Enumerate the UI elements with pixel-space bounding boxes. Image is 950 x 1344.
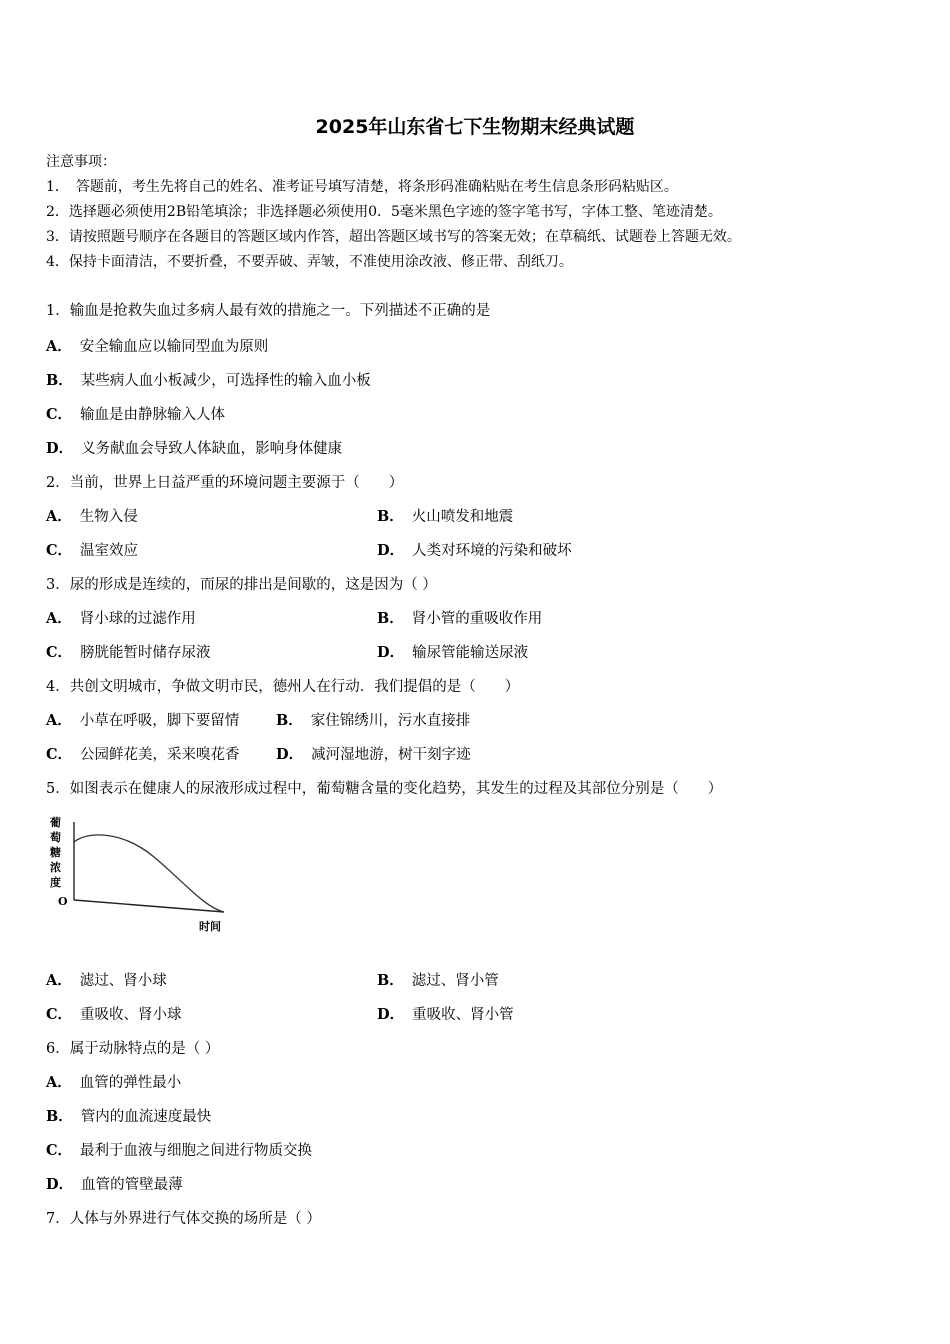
option-b[interactable] bbox=[377, 609, 542, 629]
option-c[interactable] bbox=[46, 1005, 182, 1025]
option-label: B． bbox=[377, 610, 404, 627]
option-label: C． bbox=[46, 644, 73, 661]
option-label: B． bbox=[377, 972, 404, 989]
option-label: A． bbox=[46, 610, 72, 627]
option-text: 滤过、肾小球 bbox=[79, 973, 167, 989]
y-axis-label-char: 糖 bbox=[50, 846, 61, 859]
option-text: 重吸收、肾小管 bbox=[412, 1007, 514, 1023]
option-a[interactable] bbox=[46, 971, 167, 991]
notice-item: 2．选择题必须使用2B铅笔填涂；非选择题必须使用0．5毫米黑色字迹的签字笔书写，字体工整、笔迹清楚。 bbox=[46, 204, 722, 220]
option-label: A． bbox=[46, 712, 72, 729]
option-text: 火山喷发和地震 bbox=[411, 509, 514, 525]
option-text: 血管的弹性最小 bbox=[79, 1075, 182, 1091]
notice-item: 4．保持卡面清洁，不要折叠，不要弄破、弄皱，不准使用涂改液、修正带、刮纸刀。 bbox=[46, 254, 573, 270]
option-c[interactable] bbox=[46, 745, 240, 765]
option-text: 输尿管能输送尿液 bbox=[412, 645, 529, 661]
x-axis-label: 时间 bbox=[199, 920, 221, 933]
question-stem: 6．属于动脉特点的是（ ） bbox=[46, 1041, 220, 1057]
option-label: A． bbox=[46, 338, 72, 355]
option-b[interactable] bbox=[46, 371, 371, 391]
option-b[interactable] bbox=[377, 507, 513, 527]
option-label: C． bbox=[46, 542, 73, 559]
glucose-curve bbox=[74, 835, 224, 912]
option-d[interactable] bbox=[377, 1005, 514, 1025]
option-text: 膀胱能暂时储存尿液 bbox=[80, 645, 211, 661]
option-c[interactable] bbox=[46, 643, 211, 663]
question-stem: 1．输血是抢救失血过多病人最有效的措施之一。下列描述不正确的是 bbox=[46, 303, 491, 319]
option-label: B． bbox=[46, 372, 73, 389]
option-b[interactable] bbox=[377, 971, 499, 991]
option-a[interactable] bbox=[46, 337, 268, 357]
option-label: C． bbox=[46, 1006, 73, 1023]
option-a[interactable] bbox=[46, 507, 138, 527]
origin-label: O bbox=[58, 895, 68, 908]
option-label: C． bbox=[46, 1142, 73, 1159]
option-c[interactable] bbox=[46, 1141, 312, 1161]
glucose-concentration-figure bbox=[44, 812, 244, 938]
option-text: 肾小球的过滤作用 bbox=[79, 611, 196, 627]
question-stem: 2．当前，世界上日益严重的环境问题主要源于（ ） bbox=[46, 475, 404, 491]
option-c[interactable] bbox=[46, 541, 138, 561]
option-label: C． bbox=[46, 406, 73, 423]
y-axis-label-char: 萄 bbox=[50, 831, 61, 844]
option-label: A． bbox=[46, 508, 72, 525]
option-label: D． bbox=[46, 440, 74, 457]
option-label: A． bbox=[46, 1074, 72, 1091]
option-d[interactable] bbox=[377, 541, 572, 561]
option-b[interactable] bbox=[46, 1107, 211, 1127]
option-d[interactable] bbox=[377, 643, 528, 663]
glucose-curve-diagram bbox=[44, 812, 244, 938]
y-axis-label-char: 度 bbox=[50, 876, 61, 889]
option-text: 家住锦绣川，污水直接排 bbox=[310, 713, 471, 729]
option-text: 输血是由静脉输入人体 bbox=[80, 407, 226, 423]
option-label: B． bbox=[276, 712, 303, 729]
option-label: D． bbox=[46, 1176, 74, 1193]
option-a[interactable] bbox=[46, 1073, 181, 1093]
option-label: A． bbox=[46, 972, 72, 989]
option-label: B． bbox=[377, 508, 404, 525]
option-text: 滤过、肾小管 bbox=[411, 973, 499, 989]
option-text: 生物入侵 bbox=[79, 509, 138, 525]
option-d[interactable] bbox=[46, 1175, 183, 1195]
option-text: 安全输血应以输同型血为原则 bbox=[79, 339, 269, 355]
option-text: 最利于血液与细胞之间进行物质交换 bbox=[80, 1143, 313, 1159]
page-title: 2025年山东省七下生物期末经典试题 bbox=[315, 116, 635, 138]
x-axis-line bbox=[74, 900, 224, 912]
option-text: 义务献血会导致人体缺血，影响身体健康 bbox=[81, 441, 343, 457]
option-label: D． bbox=[276, 746, 304, 763]
option-label: D． bbox=[377, 542, 405, 559]
option-text: 管内的血流速度最快 bbox=[80, 1109, 212, 1125]
notice-item: 3．请按照题号顺序在各题目的答题区域内作答，超出答题区域书写的答案无效；在草稿纸、试题卷上答题无效。 bbox=[46, 229, 741, 245]
option-a[interactable] bbox=[46, 609, 196, 629]
option-d[interactable] bbox=[46, 439, 342, 459]
question-stem: 5．如图表示在健康人的尿液形成过程中，葡萄糖含量的变化趋势，其发生的过程及其部位分别是（ ） bbox=[46, 781, 723, 797]
question-stem: 7．人体与外界进行气体交换的场所是（ ） bbox=[46, 1211, 321, 1227]
option-text: 温室效应 bbox=[80, 543, 139, 559]
notice-heading: 注意事项： bbox=[46, 154, 116, 170]
option-label: B． bbox=[46, 1108, 73, 1125]
option-text: 小草在呼吸，脚下要留情 bbox=[79, 713, 240, 729]
option-text: 减河湿地游，树干刻字迹 bbox=[311, 747, 471, 763]
option-text: 某些病人血小板减少，可选择性的输入血小板 bbox=[80, 373, 371, 389]
option-text: 血管的管壁最薄 bbox=[81, 1177, 183, 1193]
option-text: 人类对环境的污染和破坏 bbox=[412, 543, 572, 559]
option-label: C． bbox=[46, 746, 73, 763]
option-text: 公园鲜花美，采来嗅花香 bbox=[80, 747, 240, 763]
notice-item: 1． 答题前，考生先将自己的姓名、准考证号填写清楚，将条形码准确粘贴在考生信息条形码粘贴区。 bbox=[46, 179, 678, 195]
y-axis-label-char: 葡 bbox=[50, 816, 61, 829]
option-c[interactable] bbox=[46, 405, 225, 425]
y-axis-label-char: 浓 bbox=[50, 861, 61, 874]
option-d[interactable] bbox=[276, 745, 471, 765]
option-text: 肾小管的重吸收作用 bbox=[411, 611, 543, 627]
option-label: D． bbox=[377, 1006, 405, 1023]
option-text: 重吸收、肾小球 bbox=[80, 1007, 182, 1023]
option-label: D． bbox=[377, 644, 405, 661]
question-stem: 3．尿的形成是连续的，而尿的排出是间歇的，这是因为（ ） bbox=[46, 577, 437, 593]
option-a[interactable] bbox=[46, 711, 239, 731]
question-stem: 4．共创文明城市，争做文明市民，德州人在行动．我们提倡的是（ ） bbox=[46, 679, 520, 695]
option-b[interactable] bbox=[276, 711, 470, 731]
